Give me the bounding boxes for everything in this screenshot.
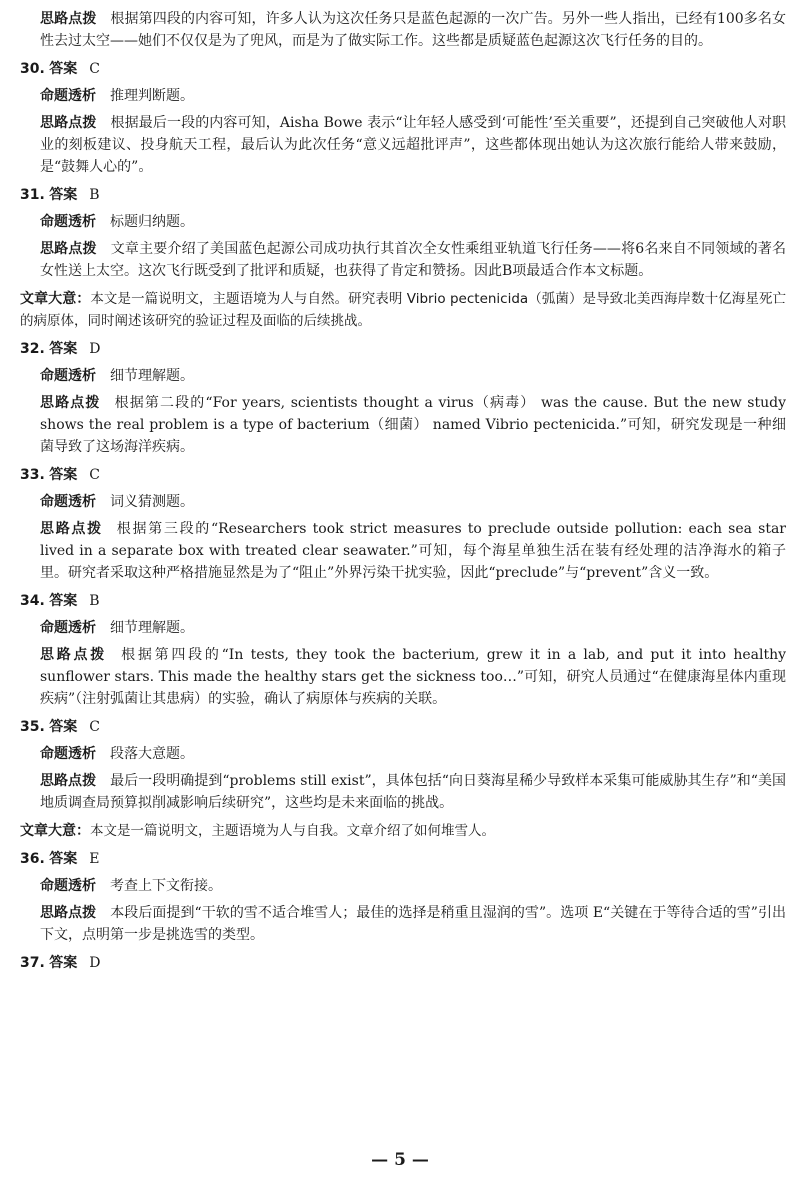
q35-answer: 35. 答案 C	[20, 719, 100, 735]
q34-answer: 34. 答案 B	[20, 593, 100, 609]
q35-analysis: 命题透析 段落大意题。	[40, 746, 194, 762]
page-number: — 5 —	[371, 1150, 429, 1170]
q33-analysis: 命题透析 词义猜测题。	[40, 494, 194, 510]
q30-approach: 思路点拨 根据最后一段的内容可知，Aisha Bowe 表示“让年轻人感受到‘可能性’至关重要”，还提到自己突破他人对职业的刻板建议、投身航天工程，最后认为此次任务“意义远超批评声”，这些都体现出她认为这次旅行能给人带来鼓励，是“鼓舞人心的”。	[40, 115, 787, 175]
q33-answer: 33. 答案 C	[20, 467, 100, 483]
q37-answer: 37. 答案 D	[20, 955, 101, 971]
intro-approach: 思路点拨 根据第四段的内容可知，许多人认为这次任务只是蓝色起源的一次广告。另外一些人指出，已经有100多名女性去过太空——她们不仅仅是为了兜风，而是为了做实际工作。这些都是质疑蓝色起源这次飞行任务的目的。	[40, 11, 786, 49]
article-summary-1: 文章大意：本文是一篇说明文，主题语境为人与自然。研究表明 Vibrio pectenicida（弧菌）是导致北美西海岸数十亿海星死亡的病原体，同时阐述该研究的验证过程及面临的后续挑战。	[20, 291, 787, 329]
article-summary-2: 文章大意：本文是一篇说明文，主题语境为人与自我。文章介绍了如何堆雪人。	[20, 823, 495, 839]
q36-analysis: 命题透析 考查上下文衔接。	[40, 878, 222, 894]
q33-approach: 思路点拨 根据第三段的“Researchers took strict measures to preclude outside pollution: each sea star lived in a separate box with treated clear seawater.”可知，每个海星单独生活在装有经处理的洁净海水的箱子里。研究者采取这种严格措施显然是为了“阻止”外界污染干扰实验，因此“preclude”与“prevent”含义一致。	[40, 521, 786, 581]
q31-approach: 思路点拨 文章主要介绍了美国蓝色起源公司成功执行其首次全女性乘组亚轨道飞行任务——将6名来自不同领域的著名女性送上太空。这次飞行既受到了批评和质疑，也获得了肯定和赞扬。因此B项最适合作本文标题。	[40, 241, 787, 279]
q36-approach: 思路点拨 本段后面提到“干软的雪不适合堆雪人；最佳的选择是稍重且湿润的雪”。选项 E“关键在于等待合适的雪”引出下文，点明第一步是挑选雪的类型。	[40, 905, 787, 943]
q34-approach: 思路点拨 根据第四段的“In tests, they took the bacterium, grew it in a lab, and put it into healthy sunflower stars. This made the healthy stars get the sickness too…”可知，研究人员通过“在健康海星体内重现疾病”（注射弧菌让其患病）的实验，确认了病原体与疾病的关联。	[40, 647, 786, 707]
q31-answer: 31. 答案 B	[20, 187, 100, 203]
q32-analysis: 命题透析 细节理解题。	[40, 368, 194, 384]
q30-answer: 30. 答案 C	[20, 61, 100, 77]
q31-analysis: 命题透析 标题归纳题。	[40, 214, 194, 230]
q30-analysis: 命题透析 推理判断题。	[40, 88, 194, 104]
q36-answer: 36. 答案 E	[20, 851, 100, 867]
q34-analysis: 命题透析 细节理解题。	[40, 620, 194, 636]
q35-approach: 思路点拨 最后一段明确提到“problems still exist”，具体包括“向日葵海星稀少导致样本采集可能威胁其生存”和“美国地质调查局预算拟削减影响后续研究”，这些均是未来面临的挑战。	[40, 773, 786, 811]
q32-answer: 32. 答案 D	[20, 341, 101, 357]
q32-approach: 思路点拨 根据第二段的“For years, scientists thought a virus（病毒） was the cause. But the new study shows the real problem is a type of bacterium（细菌） named Vibrio pectenicida.”可知，研究发现是一种细菌导致了这场海洋疾病。	[40, 395, 786, 455]
page-content	[20, 8, 786, 979]
